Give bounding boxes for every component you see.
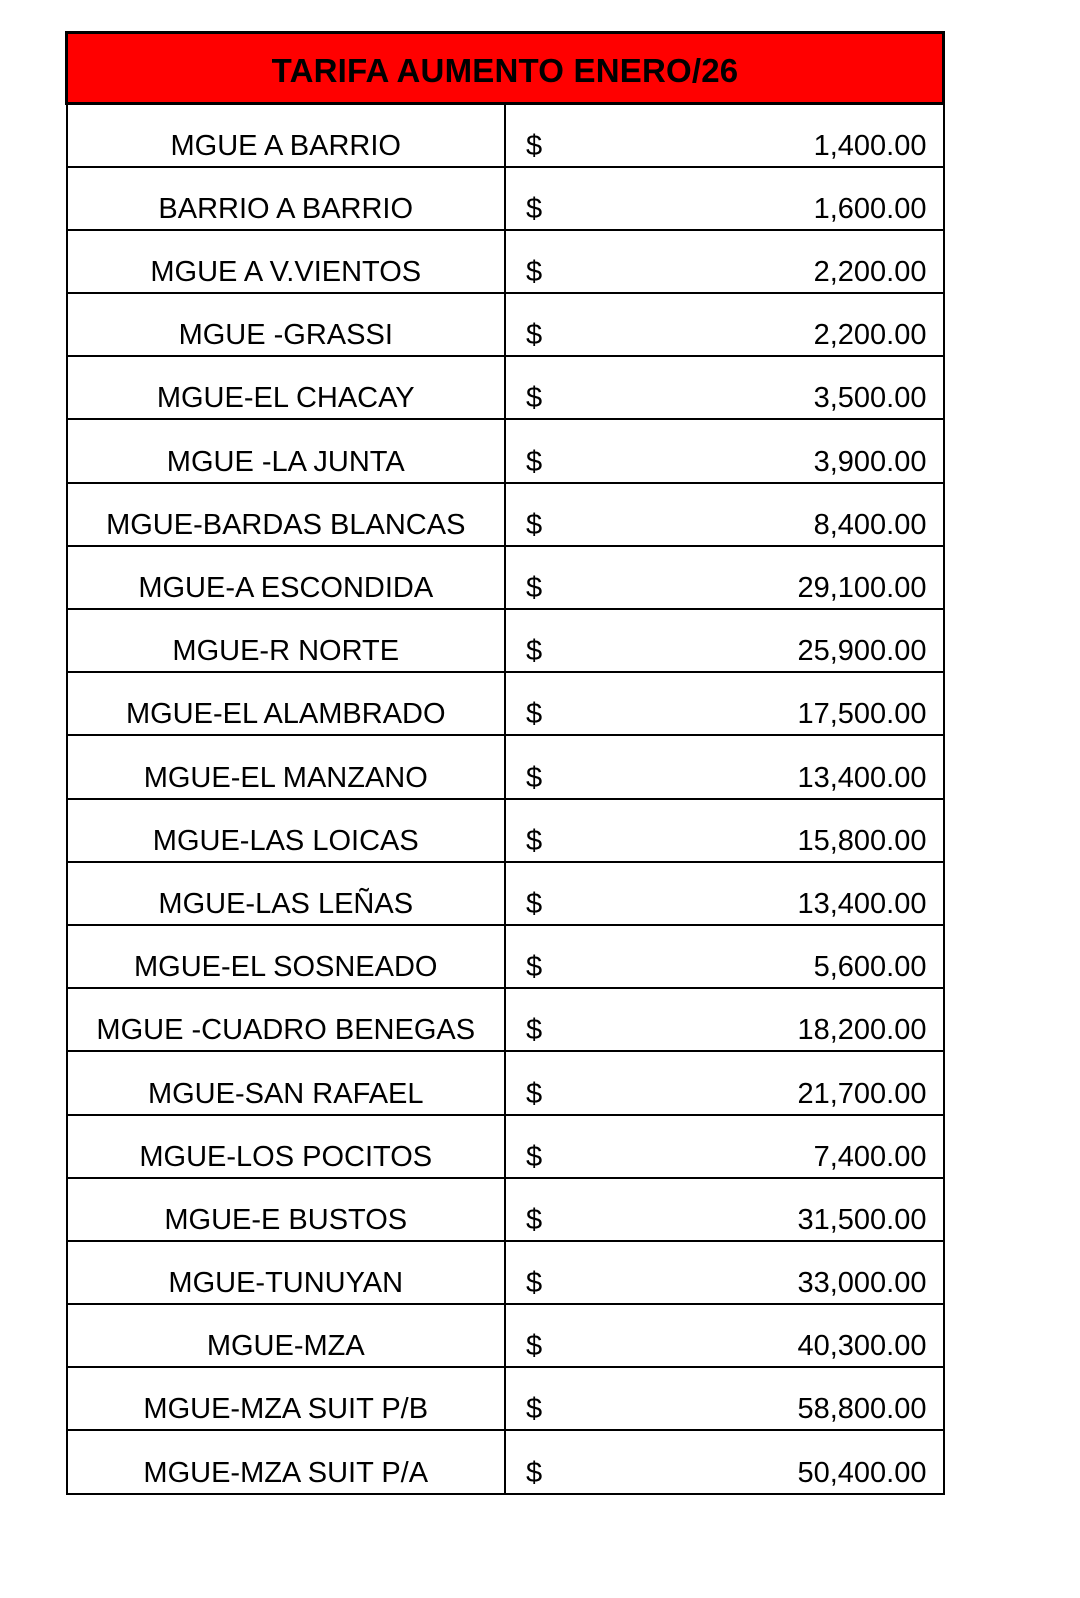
price-wrap	[506, 1457, 943, 1490]
tariff-table	[65, 31, 945, 1495]
price-wrap	[506, 572, 943, 605]
route-name: MGUE -GRASSI	[67, 293, 506, 356]
price-amount: 33,000.00	[797, 1267, 927, 1300]
price-cell	[505, 735, 944, 798]
currency-symbol: $	[526, 635, 543, 668]
price-cell	[505, 356, 944, 419]
table-row	[67, 1178, 944, 1241]
price-cell	[505, 293, 944, 356]
price-wrap	[506, 256, 943, 289]
currency-symbol: $	[526, 1140, 543, 1173]
price-cell	[505, 799, 944, 862]
currency-symbol: $	[526, 256, 543, 289]
route-name: MGUE-EL ALAMBRADO	[67, 672, 506, 735]
route-name: MGUE-EL MANZANO	[67, 735, 506, 798]
price-cell	[505, 1051, 944, 1114]
table-row	[67, 230, 944, 293]
currency-symbol: $	[526, 951, 543, 984]
price-cell	[505, 925, 944, 988]
price-wrap	[506, 1267, 943, 1300]
currency-symbol: $	[526, 572, 543, 604]
price-wrap	[506, 825, 943, 858]
price-wrap	[506, 1078, 943, 1111]
table-row	[67, 1304, 944, 1367]
currency-symbol: $	[526, 1456, 543, 1489]
price-cell	[505, 1304, 944, 1367]
price-amount: 1,600.00	[813, 192, 927, 225]
currency-symbol: $	[526, 1077, 543, 1110]
currency-symbol: $	[526, 1393, 543, 1426]
route-name: MGUE-LOS POCITOS	[67, 1115, 506, 1178]
price-wrap	[506, 509, 943, 542]
table-row	[67, 1241, 944, 1304]
table-row	[67, 167, 944, 230]
route-name: MGUE-TUNUYAN	[67, 1241, 506, 1304]
table-row	[67, 925, 944, 988]
currency-symbol: $	[526, 129, 543, 162]
price-amount: 58,800.00	[797, 1393, 927, 1426]
route-name: MGUE -CUADRO BENEGAS	[67, 988, 506, 1051]
route-name: MGUE-LAS LEÑAS	[67, 862, 506, 925]
price-cell	[505, 1115, 944, 1178]
currency-symbol: $	[526, 887, 543, 920]
table-row	[67, 862, 944, 925]
route-name: MGUE-BARDAS BLANCAS	[67, 483, 506, 546]
price-cell	[505, 104, 944, 167]
price-amount: 18,200.00	[797, 1014, 927, 1047]
table-row	[67, 1430, 944, 1493]
price-amount: 3,500.00	[813, 382, 927, 415]
price-wrap	[506, 1141, 943, 1174]
table-row	[67, 799, 944, 862]
price-cell	[505, 167, 944, 230]
route-name: MGUE-MZA SUIT P/B	[67, 1367, 506, 1430]
currency-symbol: $	[526, 319, 543, 352]
price-wrap	[506, 698, 943, 731]
table-row	[67, 1367, 944, 1430]
table-row	[67, 293, 944, 356]
price-amount: 7,400.00	[813, 1140, 927, 1173]
price-amount: 50,400.00	[797, 1456, 927, 1489]
route-name: MGUE A V.VIENTOS	[67, 230, 506, 293]
route-name: MGUE-A ESCONDIDA	[67, 546, 506, 609]
currency-symbol: $	[526, 1267, 543, 1300]
price-wrap	[506, 193, 943, 226]
table-row	[67, 1051, 944, 1114]
route-name: MGUE-EL SOSNEADO	[67, 925, 506, 988]
currency-symbol: $	[526, 445, 543, 478]
price-wrap	[506, 319, 943, 352]
price-cell	[505, 609, 944, 672]
price-wrap	[506, 446, 943, 479]
currency-symbol: $	[526, 508, 543, 541]
currency-symbol: $	[526, 1203, 543, 1236]
currency-symbol: $	[526, 761, 543, 794]
currency-symbol: $	[526, 1014, 543, 1047]
price-amount: 13,400.00	[797, 761, 927, 794]
table-title: TARIFA AUMENTO ENERO/26	[67, 33, 944, 104]
price-cell	[505, 230, 944, 293]
currency-symbol: $	[526, 824, 543, 857]
table-row	[67, 546, 944, 609]
route-name: MGUE-E BUSTOS	[67, 1178, 506, 1241]
route-name: MGUE-MZA SUIT P/A	[67, 1430, 506, 1493]
currency-symbol: $	[526, 1330, 543, 1363]
price-cell	[505, 1367, 944, 1430]
price-cell	[505, 1241, 944, 1304]
price-amount: 25,900.00	[797, 635, 927, 668]
price-wrap	[506, 1204, 943, 1237]
price-cell	[505, 672, 944, 735]
price-amount: 21,700.00	[797, 1077, 927, 1110]
table-row	[67, 672, 944, 735]
price-amount: 3,900.00	[813, 445, 927, 478]
price-amount: 29,100.00	[797, 572, 927, 604]
table-row	[67, 356, 944, 419]
price-wrap	[506, 382, 943, 415]
price-cell	[505, 419, 944, 482]
currency-symbol: $	[526, 192, 543, 225]
price-amount: 17,500.00	[797, 698, 927, 731]
table-row	[67, 988, 944, 1051]
table-row	[67, 609, 944, 672]
price-wrap	[506, 1393, 943, 1426]
price-cell	[505, 1430, 944, 1493]
price-wrap	[506, 1014, 943, 1047]
price-wrap	[506, 130, 943, 163]
price-amount: 2,200.00	[813, 256, 927, 289]
table-row	[67, 104, 944, 167]
price-wrap	[506, 888, 943, 921]
title-row	[67, 33, 944, 104]
price-amount: 13,400.00	[797, 887, 927, 920]
price-wrap	[506, 951, 943, 984]
price-cell	[505, 483, 944, 546]
table-row	[67, 1115, 944, 1178]
price-wrap	[506, 762, 943, 795]
price-amount: 5,600.00	[813, 951, 927, 984]
price-amount: 15,800.00	[797, 824, 927, 857]
route-name: MGUE-MZA	[67, 1304, 506, 1367]
price-amount: 40,300.00	[797, 1330, 927, 1363]
route-name: MGUE-LAS LOICAS	[67, 799, 506, 862]
price-cell	[505, 546, 944, 609]
price-cell	[505, 862, 944, 925]
route-name: MGUE -LA JUNTA	[67, 419, 506, 482]
price-amount: 1,400.00	[813, 129, 927, 162]
currency-symbol: $	[526, 698, 543, 731]
route-name: MGUE-EL CHACAY	[67, 356, 506, 419]
price-amount: 2,200.00	[813, 319, 927, 352]
route-name: BARRIO A BARRIO	[67, 167, 506, 230]
price-cell	[505, 1178, 944, 1241]
route-name: MGUE A BARRIO	[67, 104, 506, 167]
price-amount: 31,500.00	[797, 1203, 927, 1236]
table-row	[67, 735, 944, 798]
currency-symbol: $	[526, 382, 543, 415]
table-row	[67, 483, 944, 546]
price-cell	[505, 988, 944, 1051]
price-wrap	[506, 1330, 943, 1363]
route-name: MGUE-R NORTE	[67, 609, 506, 672]
tariff-body	[67, 104, 944, 1494]
route-name: MGUE-SAN RAFAEL	[67, 1051, 506, 1114]
table-row	[67, 419, 944, 482]
price-amount: 8,400.00	[813, 508, 927, 541]
price-wrap	[506, 635, 943, 668]
